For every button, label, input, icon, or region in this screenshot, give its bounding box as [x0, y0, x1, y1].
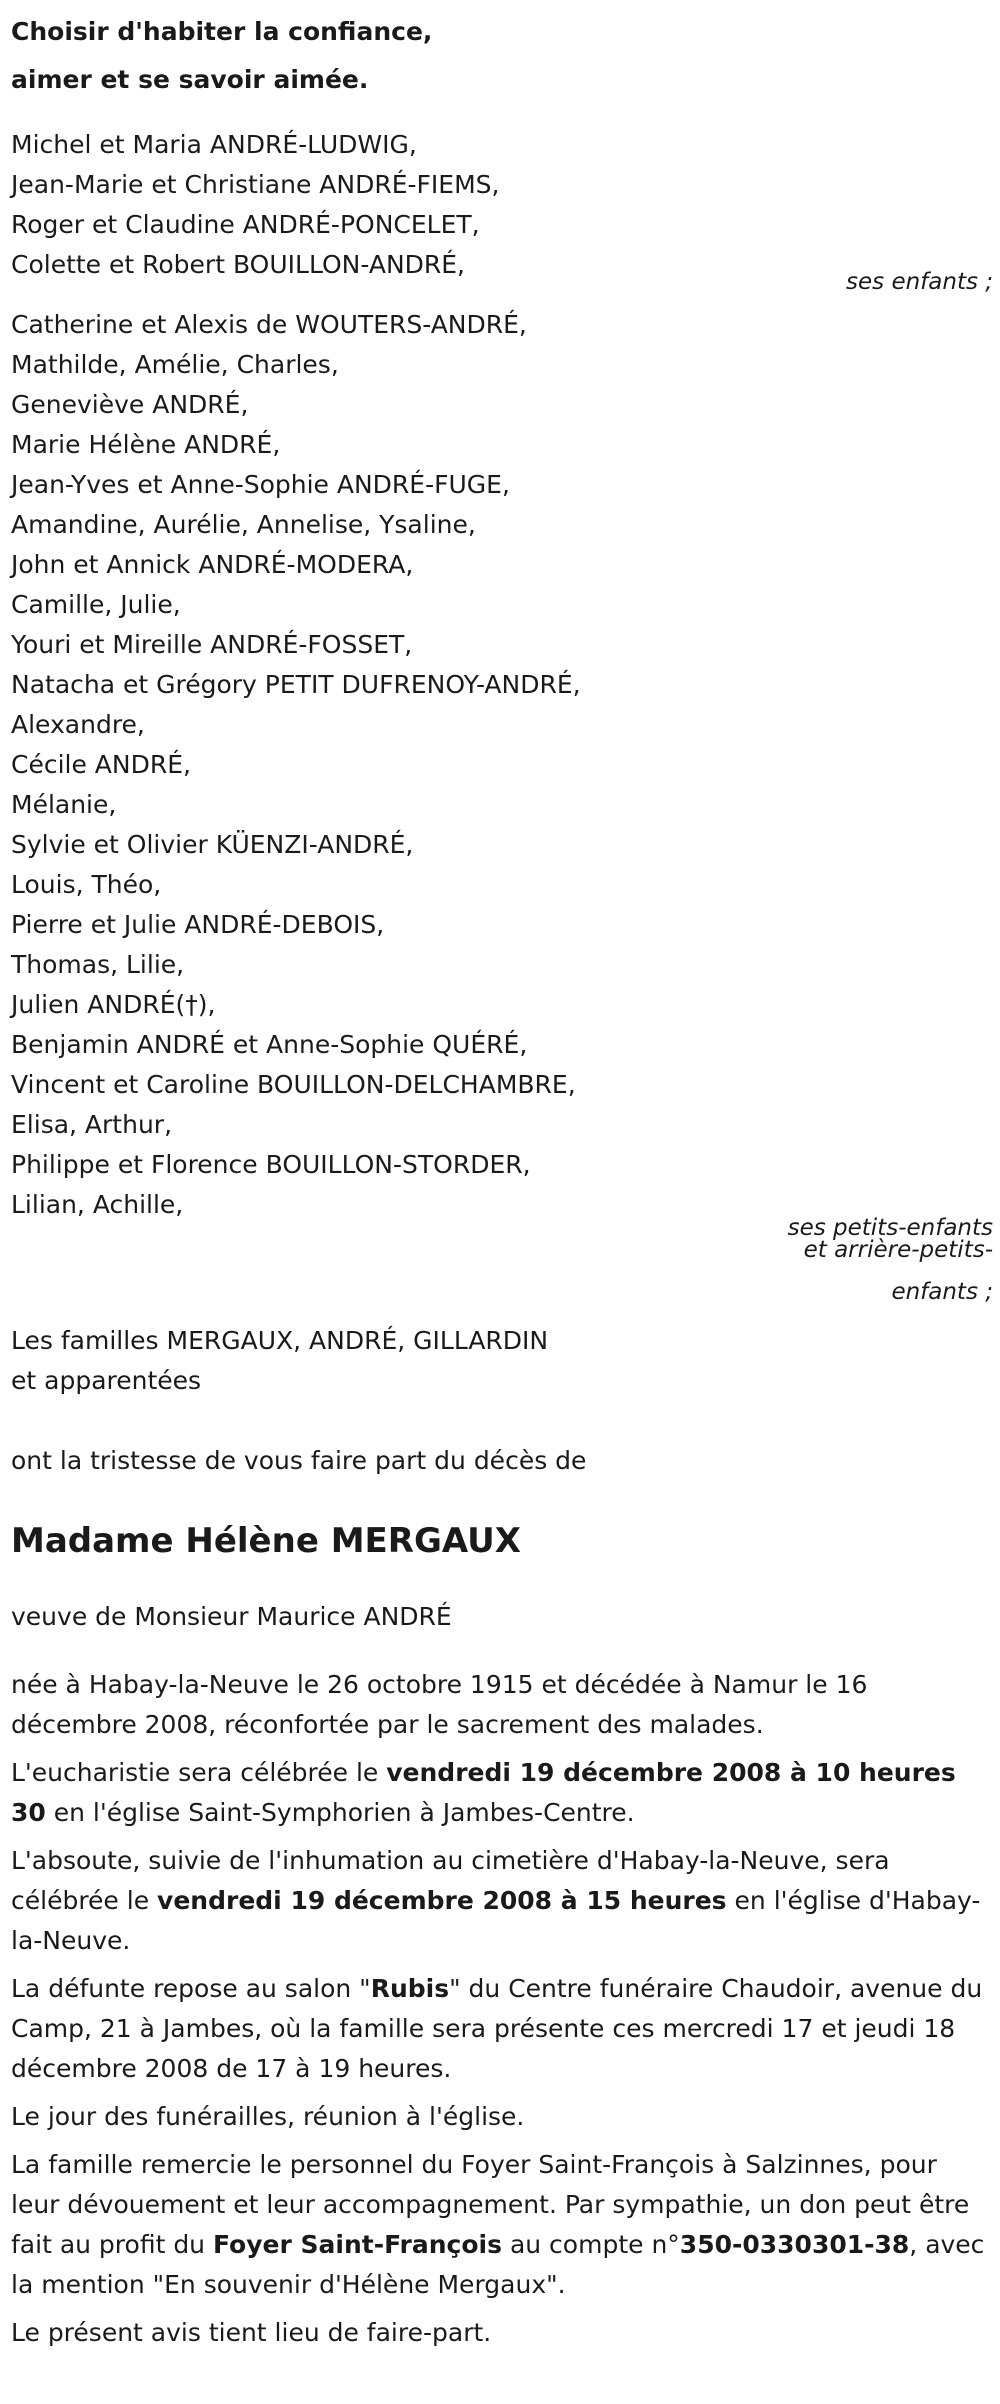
widow-of: veuve de Monsieur Maurice ANDRÉ: [11, 1602, 452, 1631]
grandchildren-list: [11, 305, 995, 1225]
text: au compte n°: [502, 2230, 680, 2259]
families-line: et apparentées: [11, 1366, 202, 1395]
list-item: Pierre et Julie ANDRÉ-DEBOIS,: [11, 910, 385, 939]
list-item: Michel et Maria ANDRÉ-LUDWIG,: [11, 130, 417, 159]
list-item: Louis, Théo,: [11, 870, 162, 899]
list-item: Geneviève ANDRÉ,: [11, 390, 249, 419]
children-relation: ses enfants ;: [846, 269, 993, 295]
list-item: Amandine, Aurélie, Annelise, Ysaline,: [11, 510, 476, 539]
thanks-paragraph: [11, 2145, 995, 2305]
list-item: Jean-Marie et Christiane ANDRÉ-FIEMS,: [11, 170, 500, 199]
list-item: Cécile ANDRÉ,: [11, 750, 191, 779]
epigraph-line: aimer et se savoir aimée.: [11, 65, 369, 94]
list-item: Vincent et Caroline BOUILLON-DELCHAMBRE,: [11, 1070, 576, 1099]
list-item: Julien ANDRÉ(†),: [11, 990, 216, 1019]
list-item: Marie Hélène ANDRÉ,: [11, 430, 281, 459]
announcement-intro: ont la tristesse de vous faire part du décès de: [11, 1446, 587, 1475]
epigraph-line: Choisir d'habiter la confiance,: [11, 17, 433, 46]
death-notice: [11, 0, 995, 2353]
list-item: Catherine et Alexis de WOUTERS-ANDRÉ,: [11, 310, 527, 339]
relation-line: ses petits-enfants: [787, 1215, 993, 1241]
list-item: Youri et Mireille ANDRÉ-FOSSET,: [11, 630, 413, 659]
list-item: Roger et Claudine ANDRÉ-PONCELET,: [11, 210, 480, 239]
list-item: Sylvie et Olivier KÜENZI-ANDRÉ,: [11, 830, 414, 859]
list-item: Colette et Robert BOUILLON-ANDRÉ,: [11, 250, 466, 279]
funeral-day-paragraph: Le jour des funérailles, réunion à l'église.: [11, 2102, 525, 2131]
list-item: Mathilde, Amélie, Charles,: [11, 350, 339, 379]
list-item: Thomas, Lilie,: [11, 950, 185, 979]
repose-paragraph: [11, 1969, 995, 2089]
list-item: Camille, Julie,: [11, 590, 181, 619]
closing-paragraph: Le présent avis tient lieu de faire-part.: [11, 2318, 492, 2347]
text: L'eucharistie sera célébrée le: [11, 1758, 387, 1787]
list-item: Jean-Yves et Anne-Sophie ANDRÉ-FUGE,: [11, 470, 510, 499]
absoute-date: vendredi 19 décembre 2008 à 15 heures: [157, 1886, 727, 1915]
text: La famille remercie le personnel du Foyer Saint-François à Salzinnes, pour leur dévouement et leur accompagnement. Par sympathie, un don peut être fait au profit du: [11, 2150, 970, 2259]
list-item: Elisa, Arthur,: [11, 1110, 173, 1139]
deceased-name: Madame Hélène MERGAUX: [11, 1521, 521, 1561]
families-line: Les familles MERGAUX, ANDRÉ, GILLARDIN: [11, 1326, 549, 1355]
absoute-paragraph: [11, 1841, 995, 1961]
children-list: [11, 125, 995, 285]
grandchildren-relation: [11, 1217, 995, 1303]
text: en l'église Saint-Symphorien à Jambes-Centre.: [45, 1798, 635, 1827]
text: L'absoute, suivie de l'inhumation au cimetière d'Habay-la-Neuve, sera célébrée le: [11, 1846, 890, 1915]
text: , avec la mention "En souvenir d'Hélène Mergaux".: [11, 2230, 985, 2299]
epigraph: [11, 0, 995, 104]
eucharist-paragraph: [11, 1753, 995, 1833]
list-item: Benjamin ANDRÉ et Anne-Sophie QUÉRÉ,: [11, 1030, 528, 1059]
eucharist-date: vendredi 19 décembre 2008 à 10 heures 30: [11, 1758, 956, 1827]
list-item: Lilian, Achille,: [11, 1190, 184, 1219]
list-item: Mélanie,: [11, 790, 117, 819]
list-item: Alexandre,: [11, 710, 145, 739]
list-item: Natacha et Grégory PETIT DUFRENOY-ANDRÉ,: [11, 670, 581, 699]
birth-death-paragraph: née à Habay-la-Neuve le 26 octobre 1915 et décédée à Namur le 16 décembre 2008, réconfortée par le sacrement des malades.: [11, 1670, 868, 1739]
text: " du Centre funéraire Chaudoir, avenue du Camp, 21 à Jambes, où la famille sera présente ces mercredi 17 et jeudi 18 décembre 2008 de 17 à 19 heures.: [11, 1974, 983, 2083]
list-item: John et Annick ANDRÉ-MODERA,: [11, 550, 414, 579]
relation-line: et arrière-petits-: [803, 1237, 993, 1263]
list-item: Philippe et Florence BOUILLON-STORDER,: [11, 1150, 531, 1179]
foundation-name: Foyer Saint-François: [212, 2230, 502, 2259]
account-number: 350-0330301-38: [679, 2230, 910, 2259]
salon-name: Rubis: [370, 1974, 450, 2003]
families: [11, 1321, 995, 1401]
text: en l'église d'Habay-la-Neuve.: [11, 1886, 981, 1955]
relation-line: enfants ;: [891, 1279, 993, 1305]
text: La défunte repose au salon ": [11, 1974, 371, 2003]
